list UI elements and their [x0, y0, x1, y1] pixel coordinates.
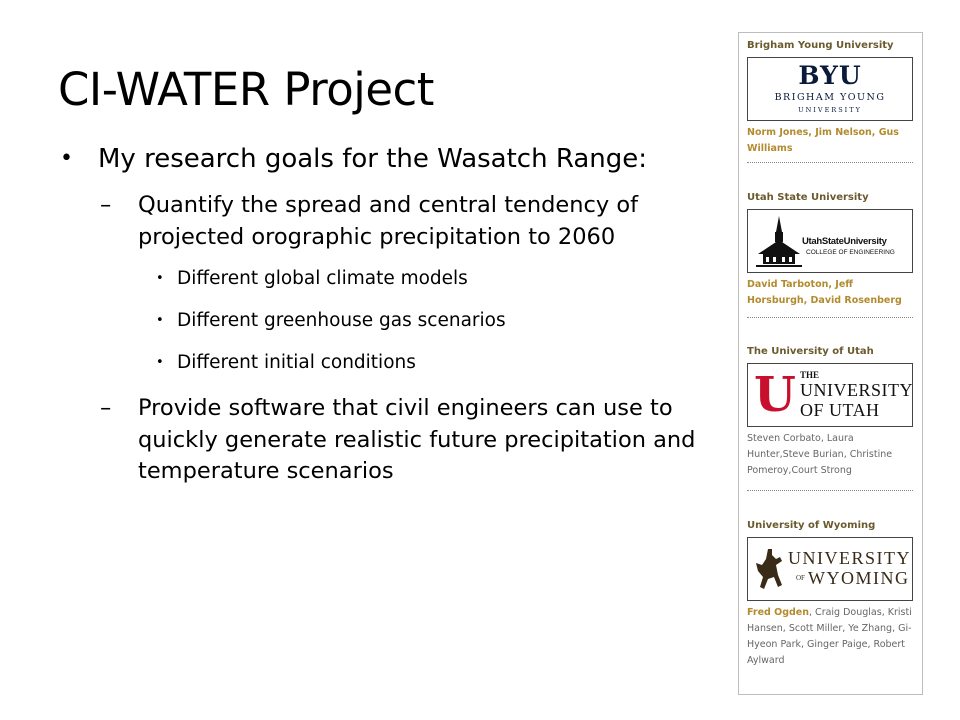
wyoming-logo-of: OF — [796, 574, 805, 582]
utah-logo-the: THE — [800, 370, 820, 380]
bullet-list — [60, 142, 700, 502]
bullet-marker: • — [60, 146, 73, 171]
wyoming-logo-wyoming: WYOMING — [808, 568, 910, 588]
sub-bullet-1-text: Quantify the spread and central tendency of projected orographic precipitation to 2060 — [138, 192, 639, 250]
institution-people: Norm Jones, Jim Nelson, Gus Williams — [747, 127, 899, 154]
usu-logo-wordmark: UtahStateUniversity — [802, 236, 887, 247]
dash-marker: – — [100, 192, 112, 218]
institution-byu — [747, 39, 913, 157]
sub-sub-bullet — [60, 309, 700, 333]
institution-people: Steven Corbato, Laura Hunter,Steve Burian, Christine Pomeroy,Court Strong — [747, 433, 893, 476]
usu-logo — [747, 209, 913, 273]
sub-sub-bullet-text: Different global climate models — [177, 268, 468, 289]
institution-people-lead: Fred Ogden — [747, 607, 810, 618]
bullet-marker: • — [156, 313, 164, 328]
utah-logo-of-utah: OF UTAH — [800, 400, 880, 420]
byu-logo-wordmark: BYU — [798, 61, 862, 90]
sub-sub-bullet — [60, 351, 700, 375]
institution-name: University of Wyoming — [747, 520, 876, 531]
divider — [747, 162, 913, 163]
institution-wyoming — [747, 519, 913, 669]
bullet-main-text: My research goals for the Wasatch Range: — [98, 144, 648, 174]
wyoming-logo — [747, 537, 913, 601]
byu-logo — [747, 57, 913, 121]
utah-logo — [747, 363, 913, 427]
usu-logo-college: COLLEGE OF ENGINEERING — [806, 249, 895, 256]
old-main-building-icon — [754, 214, 804, 268]
sub-sub-bullet-text: Different greenhouse gas scenarios — [177, 310, 506, 331]
bullet-main — [60, 142, 700, 176]
byu-logo-line2: UNIVERSITY — [798, 106, 862, 114]
institution-name: Brigham Young University — [747, 40, 894, 51]
wyoming-logo-university: UNIVERSITY — [788, 548, 911, 568]
bucking-horse-icon — [754, 547, 784, 591]
institution-people — [747, 605, 913, 669]
byu-logo-line1: BRIGHAM YOUNG — [774, 92, 886, 103]
utah-logo-university: UNIVERSITY — [800, 380, 913, 400]
institution-name: The University of Utah — [747, 346, 874, 357]
institution-utah — [747, 345, 913, 479]
institution-people-rest: , Craig Douglas, Kristi Hansen, Scott Miller, Ye Zhang, Gi-Hyeon Park, Ginger Paige, Robert Aylward — [747, 607, 912, 666]
sub-sub-bullet-text: Different initial conditions — [177, 352, 416, 373]
divider — [747, 317, 913, 318]
bullet-marker: • — [156, 355, 164, 370]
institution-name: Utah State University — [747, 192, 869, 203]
partner-institutions-panel — [738, 32, 923, 695]
sub-bullet-2-text: Provide software that civil engineers can use to quickly generate realistic future precipitation and temperature scenarios — [138, 395, 696, 484]
sub-bullet-1 — [60, 190, 700, 253]
dash-marker: – — [100, 395, 112, 421]
sub-bullet-2 — [60, 393, 700, 488]
institution-people: David Tarboton, Jeff Horsburgh, David Rosenberg — [747, 279, 902, 306]
institution-usu — [747, 191, 913, 309]
bullet-marker: • — [156, 271, 164, 286]
utah-u-block-icon: U — [754, 367, 796, 423]
slide-title: CI-WATER Project — [58, 63, 434, 116]
sub-sub-bullet — [60, 267, 700, 291]
divider — [747, 490, 913, 491]
